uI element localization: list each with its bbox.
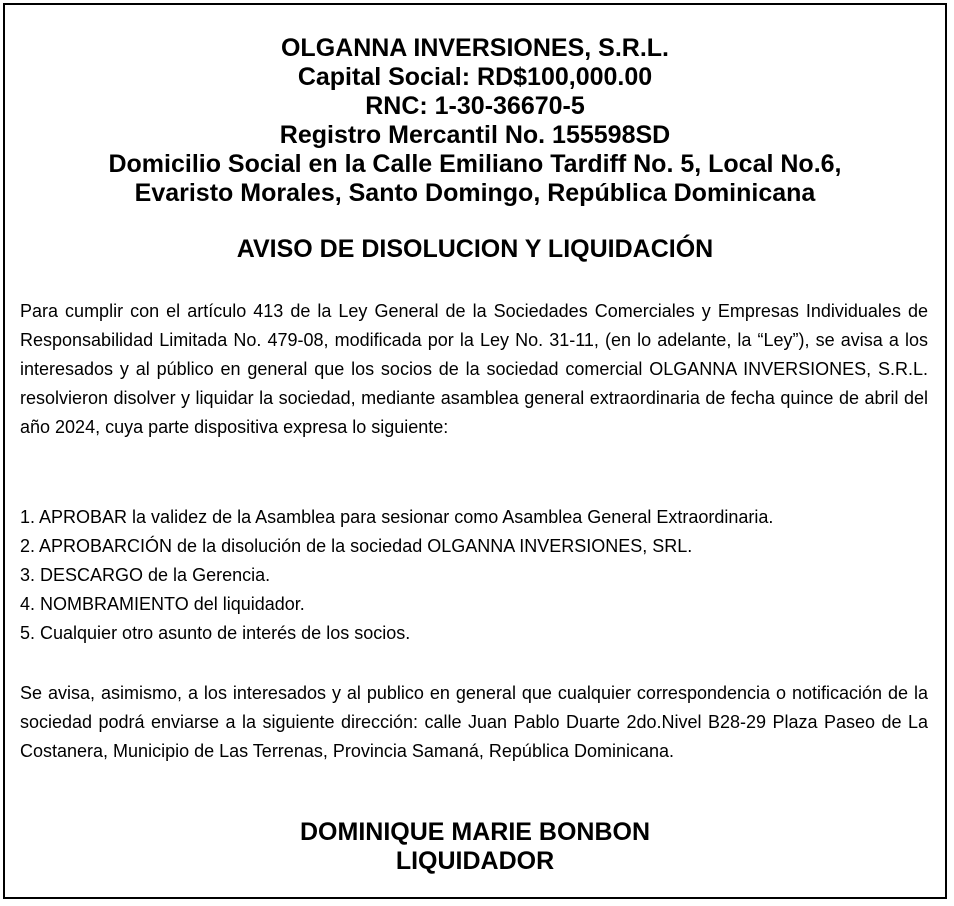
- agenda-list: [20, 503, 928, 648]
- company-name: OLGANNA INVERSIONES, S.R.L.: [280, 34, 669, 62]
- domicilio-line-1: Domicilio Social en la Calle Emiliano Tardiff No. 5, Local No.6,: [108, 150, 842, 178]
- signature-block: [5, 818, 945, 876]
- domicilio-line-2: Evaristo Morales, Santo Domingo, República Dominicana: [134, 179, 816, 207]
- notice-title: AVISO DE DISOLUCION Y LIQUIDACIÓN: [236, 235, 714, 263]
- registro-mercantil: Registro Mercantil No. 155598SD: [279, 121, 671, 149]
- agenda-item: 1. APROBAR la validez de la Asamblea para sesionar como Asamblea General Extraordinaria.: [20, 507, 774, 527]
- capital-social: Capital Social: RD$100,000.00: [297, 63, 653, 91]
- agenda-item: 4. NOMBRAMIENTO del liquidador.: [20, 594, 305, 614]
- intro-paragraph: Para cumplir con el artículo 413 de la Ley General de la Sociedades Comerciales y Empresas Individuales de Responsabilidad Limitada No. 479-08, modificada por la Ley No. 31-11, (en lo adelante, la “Ley”), se avisa a los interesados y al público en general que los socios de la sociedad comercial OLGANNA INVERSIONES, S.R.L. resolvieron disolver y liquidar la sociedad, mediante asamblea general extraordinaria de fecha quince de abril del año 2024, cuya parte dispositiva expresa lo siguiente:: [20, 301, 928, 437]
- legal-notice-frame: [3, 3, 947, 899]
- company-header: [5, 34, 945, 208]
- agenda-item: 2. APROBARCIÓN de la disolución de la sociedad OLGANNA INVERSIONES, SRL.: [20, 536, 693, 556]
- liquidator-name: DOMINIQUE MARIE BONBON: [300, 818, 650, 846]
- contact-paragraph: Se avisa, asimismo, a los interesados y al publico en general que cualquier correspondencia o notificación de la sociedad podrá enviarse a la siguiente dirección: calle Juan Pablo Duarte 2do.Nivel B28-29 Plaza Paseo de La Costanera, Municipio de Las Terrenas, Provincia Samaná, República Dominicana.: [20, 683, 928, 761]
- agenda-item: 5. Cualquier otro asunto de interés de los socios.: [20, 623, 411, 643]
- agenda-item: 3. DESCARGO de la Gerencia.: [20, 565, 271, 585]
- rnc-number: RNC: 1-30-36670-5: [365, 92, 585, 120]
- liquidator-role: LIQUIDADOR: [395, 847, 555, 875]
